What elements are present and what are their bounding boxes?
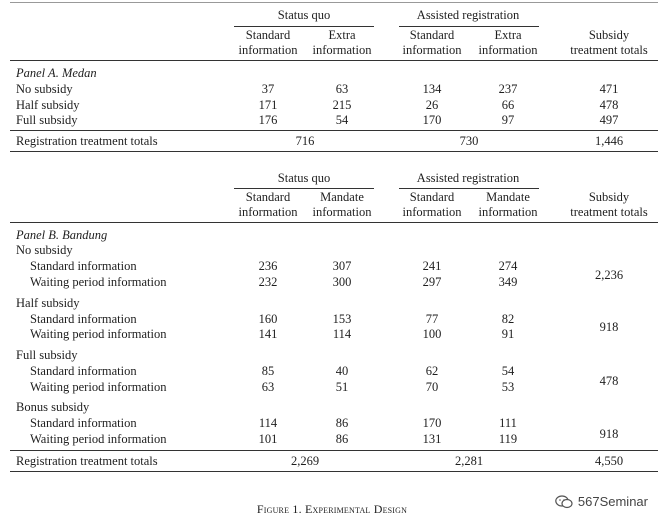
cell-value: 91 [501,327,515,341]
col-header-ar-standard-line1: Standard [409,190,455,204]
cell-value: 241 [422,259,442,273]
row-label: Standard information [30,416,137,430]
group-rule-status-quo [234,26,374,27]
col-header-totals-line2: treatment totals [570,205,648,219]
group-rule-status-quo [234,188,374,189]
cell-value: 232 [258,275,278,289]
cell-value: 26 [425,98,439,112]
cell-value: 40 [335,364,349,378]
row-label: Waiting period information [30,380,167,394]
col-header-ar-mandate-line1: Mandate [486,190,530,204]
cell-value: 160 [258,312,278,326]
cell-value: 297 [422,275,442,289]
cell-value: 111 [499,416,517,430]
cell-value: 114 [258,416,278,430]
row-label: Standard information [30,259,137,273]
cell-value: 66 [501,98,515,112]
cell-value: 54 [501,364,515,378]
col-header-totals-line2: treatment totals [570,43,648,57]
header-assisted-registration: Assisted registration [416,171,520,185]
panel-a-title: Panel A. Medan [16,66,97,80]
cell-value: 119 [498,432,518,446]
cell-value: 300 [332,275,352,289]
group-total: 2,236 [594,268,624,282]
cell-value: 134 [422,82,442,96]
col-header-sq-standard-line1: Standard [245,190,291,204]
header-status-quo: Status quo [277,8,331,22]
cell-value: 77 [425,312,439,326]
registration-total-assisted: 2,281 [454,454,484,468]
grand-total: 1,446 [594,134,624,148]
cell-value: 307 [332,259,352,273]
cell-value: 215 [332,98,352,112]
totals-rule-b [10,450,658,451]
group-total: 478 [599,374,619,388]
top-rule [10,2,658,3]
row-label: Standard information [30,364,137,378]
group-total: 918 [599,427,619,441]
registration-totals-label: Registration treatment totals [16,454,158,468]
grand-total: 4,550 [594,454,624,468]
col-header-sq-standard-line1: Standard [245,28,291,42]
col-header-totals-line1: Subsidy [588,190,630,204]
cell-value: 153 [332,312,352,326]
col-header-sq-extra-line2: information [312,43,372,57]
col-header-ar-extra-line2: information [478,43,538,57]
row-label: Full subsidy [16,113,78,127]
cell-value: 97 [501,113,515,127]
cell-value: 70 [425,380,439,394]
col-header-ar-standard-line1: Standard [409,28,455,42]
col-header-ar-mandate-line2: information [478,205,538,219]
col-header-ar-standard-line2: information [402,205,462,219]
bottom-rule-a [10,151,658,152]
cell-value: 53 [501,380,515,394]
cell-value: 86 [335,432,349,446]
group-label: No subsidy [16,243,73,257]
row-label: Standard information [30,312,137,326]
cell-value: 349 [498,275,518,289]
registration-total-assisted: 730 [459,134,479,148]
cell-value: 171 [258,98,278,112]
cell-value: 131 [422,432,442,446]
row-total: 471 [599,82,619,96]
wechat-icon [555,495,573,509]
cell-value: 101 [258,432,278,446]
col-header-sq-standard-line2: information [238,43,298,57]
watermark-text: 567Seminar [577,494,648,509]
col-header-sq-extra-line1: Extra [328,28,356,42]
cell-value: 176 [258,113,278,127]
header-status-quo: Status quo [277,171,331,185]
group-label: Full subsidy [16,348,78,362]
col-header-sq-mandate-line1: Mandate [320,190,364,204]
row-label: Waiting period information [30,327,167,341]
cell-value: 54 [335,113,349,127]
group-rule-assisted [399,188,539,189]
row-label: Waiting period information [30,275,167,289]
col-header-ar-standard-line2: information [402,43,462,57]
col-header-totals-line1: Subsidy [588,28,630,42]
row-total: 478 [599,98,619,112]
totals-rule-a [10,130,658,131]
cell-value: 62 [425,364,439,378]
group-label: Bonus subsidy [16,400,90,414]
row-label: Waiting period information [30,432,167,446]
cell-value: 236 [258,259,278,273]
cell-value: 37 [261,82,275,96]
registration-totals-label: Registration treatment totals [16,134,158,148]
group-label: Half subsidy [16,296,80,310]
header-rule-b [10,222,658,223]
cell-value: 82 [501,312,515,326]
registration-total-status-quo: 716 [295,134,315,148]
panel-b-title: Panel B. Bandung [16,228,108,242]
cell-value: 274 [498,259,518,273]
cell-value: 100 [422,327,442,341]
cell-value: 63 [335,82,349,96]
registration-total-status-quo: 2,269 [290,454,320,468]
cell-value: 141 [258,327,278,341]
header-rule-a [10,60,658,61]
cell-value: 85 [261,364,275,378]
row-total: 497 [599,113,619,127]
cell-value: 114 [332,327,352,341]
cell-value: 86 [335,416,349,430]
group-total: 918 [599,320,619,334]
col-header-sq-mandate-line2: information [312,205,372,219]
cell-value: 51 [335,380,349,394]
header-assisted-registration: Assisted registration [416,8,520,22]
bottom-rule-b [10,471,658,472]
watermark [555,494,648,509]
figure-caption: Figure 1. Experimental Design [256,502,408,516]
col-header-ar-extra-line1: Extra [494,28,522,42]
cell-value: 237 [498,82,518,96]
row-label: No subsidy [16,82,73,96]
cell-value: 170 [422,113,442,127]
cell-value: 63 [261,380,275,394]
col-header-sq-standard-line2: information [238,205,298,219]
cell-value: 170 [422,416,442,430]
row-label: Half subsidy [16,98,80,112]
group-rule-assisted [399,26,539,27]
